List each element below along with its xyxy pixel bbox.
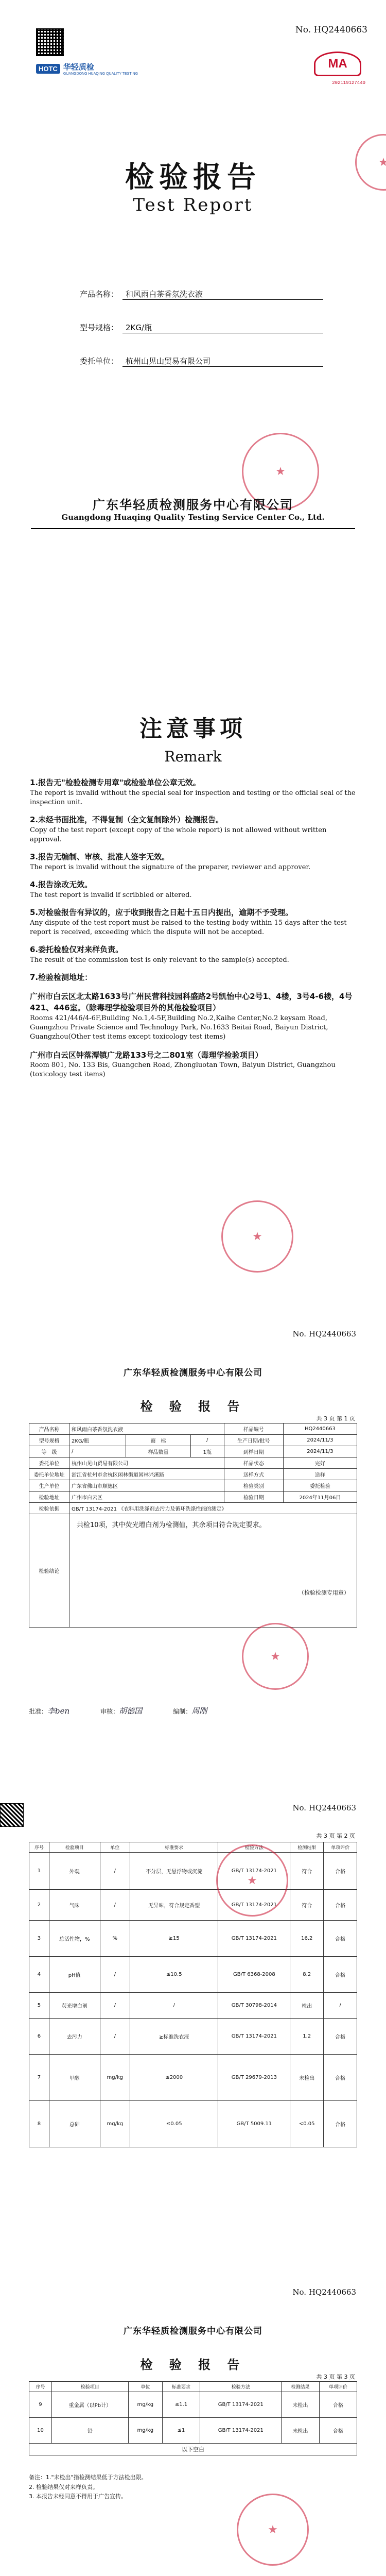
report-title-en: Test Report — [133, 195, 253, 215]
table-row: 型号规格 2KG/瓶 商 标 / 生产日期/批号 2024/11/3 — [29, 1435, 357, 1446]
remark-item: 7.检验检测地址： — [30, 973, 93, 982]
results-table — [29, 2381, 357, 2455]
lab-name: 广东华轻质检测服务中心有限公司 — [124, 1368, 262, 1378]
table-row: 生产单位 广东省佛山市顺德区 检验类别 委托检验 — [29, 1480, 357, 1492]
report-title-cn: 检验报告 — [125, 161, 261, 194]
table-row: 5 荧光增白剂 / / GB/T 30798-2014 检出 / — [29, 1993, 357, 2019]
lab-name: 广东华轻质检测服务中心有限公司 — [124, 2326, 262, 2336]
lab-name-en: Guangdong Huaqing Quality Testing Service Center Co., Ltd. — [61, 513, 325, 522]
cover-page — [0, 0, 386, 683]
remark-item: 4.报告涂改无效。 The test report is invalid if scribbled or altered. — [30, 880, 192, 899]
report-number: No. HQ2440663 — [292, 2287, 356, 2297]
report-number: No. HQ2440663 — [295, 25, 367, 35]
table-row: 等 级 / 样品数量 1瓶 到样日期 2024/11/3 — [29, 1446, 357, 1458]
official-seal-icon — [221, 1200, 293, 1273]
table-row: 4 pH值 / ≤10.5 GB/T 6368-2008 8.2 合格 — [29, 1957, 357, 1993]
field-model-spec: 型号规格： 2KG/瓶 — [77, 322, 323, 333]
remark-item: 1.报告无"检验检测专用章"或检验单位公章无效。 The report is invalid without the special seal for inspection and testing or the official seal of the inspection unit. — [30, 778, 356, 806]
signature-row: 批准：李ben 审核：胡德国 编制：周刚 — [29, 1706, 207, 1716]
table-row: 检验地址 广州市白云区 检验日期 2024年11月06日 — [29, 1492, 357, 1503]
table-row: 2 气味 / 无异味，符合规定香型 GB/T 13174-2021 符合 合格 — [29, 1890, 357, 1921]
field-product-name: 产品名称： 和风雨白茶香氛洗衣液 — [77, 289, 323, 300]
remark-title-cn: 注意事项 — [139, 716, 247, 742]
report-page-1 — [0, 1309, 386, 1772]
table-row: 委托单位地址 浙江省杭州市余杭区闲林街道闲林兴溪路 送样方式 送样 — [29, 1469, 357, 1480]
table-row: 3 总活性物，% % ≥15 GB/T 13174-2021 16.2 合格 — [29, 1921, 357, 1957]
address-item: 广州市白云区北太路1633号广州民营科技园科盛路2号凯怡中心2号1、4楼，3号4-6楼，4号421、446室。（除毒理学检验项目外的其他检验项目） Rooms 421/446/4-6F,Building No.1,4-5F,Building No.2,Kaihe Center,No.2 keysam Road, Guangzhou Private Science and Technology Park, No.1633 Beitai Road, Baiyun District, Guangzhou(Other test items except toxicology test items) — [30, 991, 353, 1041]
overview-table — [29, 1423, 357, 1628]
table-row: 8 总砷 mg/kg ≤0.05 GB/T 5009.11 <0.05 合格 — [29, 2101, 357, 2147]
page-indicator: 共 3 页 第 2 页 — [316, 1833, 355, 1839]
report-number: No. HQ2440663 — [292, 1803, 356, 1812]
lab-name-cn: 广东华轻质检测服务中心有限公司 — [93, 498, 293, 512]
official-seal-icon — [216, 1844, 288, 1917]
table-row: 1 外观 / 不分层，无悬浮物或沉淀 GB/T 13174-2021 符合 合格 — [29, 1853, 357, 1890]
table-row: 9 重金属（以Pb计） mg/kg ≤1.1 GB/T 13174-2021 未检出 合格 — [29, 2392, 357, 2418]
table-header-row: 序号 检验项目 单位 标准要求 检验方法 检测结果 单项评价 — [29, 1842, 357, 1853]
cma-code: 202119127440 — [332, 80, 365, 86]
qr-code-icon — [0, 1803, 24, 1827]
report-title: 检 验 报 告 — [140, 2358, 246, 2372]
table-row: 检验依据 GB/T 13174-2021 《衣料用洗涤剂去污力及循环洗涤性能的测定》 — [29, 1503, 357, 1514]
remark-page — [0, 685, 386, 1303]
table-row: 7 甲醇 mg/kg ≤2000 GB/T 29679-2013 未检出 合格 — [29, 2055, 357, 2101]
remark-item: 5.对检验报告有异议的，应于收到报告之日起十五日内提出，逾期不予受理。 Any dispute of the test report must be raised to the testing body within 15 days after the test report is received, exceeding which the dispute will not be accepted. — [30, 908, 347, 937]
notes: 备注：1."未检出"指检测结果低于方法检出限。 2. 检验结果仅对来样负责。 3. 本报告未经同意不得用于广告宣传。 — [29, 2474, 147, 2500]
brand-mark: HOTC — [36, 64, 60, 74]
report-number: No. HQ2440663 — [292, 1329, 356, 1338]
page-indicator: 共 3 页 第 3 页 — [316, 2374, 355, 2380]
table-row: 10 铅 mg/kg ≤1 GB/T 13174-2021 未检出 合格 — [29, 2418, 357, 2444]
report-page-2 — [0, 1783, 386, 2246]
remark-title-en: Remark — [164, 748, 222, 765]
remark-item: 2.未经书面批准，不得复制（全文复制除外）检测报告。 Copy of the test report (except copy of the whole report) is not allowed without written approval. — [30, 815, 327, 844]
official-seal-icon — [237, 2494, 309, 2566]
brand-sub: GUANGDONG HUAQING QUALITY TESTING — [63, 72, 138, 76]
table-row: 检验结论 共检10项，其中荧光增白剂为检测值，其余项目符合规定要求。 （检验检测专用章） — [29, 1514, 357, 1628]
qr-code-icon — [36, 28, 64, 56]
divider — [31, 528, 355, 529]
conclusion-cell: 共检10项，其中荧光增白剂为检测值，其余项目符合规定要求。 （检验检测专用章） — [69, 1514, 357, 1628]
report-title: 检 验 报 告 — [140, 1399, 246, 1414]
field-client: 委托单位： 杭州山见山贸易有限公司 — [77, 355, 323, 367]
table-row: 产品名称 和风雨白茶香氛洗衣液 样品编号 HQ2440663 — [29, 1423, 357, 1435]
page-indicator: 共 3 页 第 1 页 — [316, 1415, 355, 1422]
remark-item: 6.委托检验仅对来样负责。 The result of the commission test is only relevant to the sample(s) accepted. — [30, 945, 289, 964]
brand-logo — [36, 28, 138, 76]
table-row: 以下空白 — [29, 2444, 357, 2455]
table-row: 6 去污力 / ≥标准洗衣液 GB/T 13174-2021 1.2 合格 — [29, 2019, 357, 2055]
brand-name: 华轻质检 — [63, 62, 94, 72]
official-seal-icon — [242, 1623, 309, 1690]
remark-item: 3.报告无编制、审核、批准人签字无效。 The report is invalid without the signature of the preparer, reviewer and approver. — [30, 852, 311, 871]
address-item: 广州市白云区钟落潭镇广龙路133号之二801室（毒理学检验项目） Room 801, No. 133 Bis, Guangchen Road, Zhongluotan Town, Baiyun District, Guangzhou (toxicology test items) — [30, 1050, 336, 1079]
table-header-row: 序号 检验项目 单位 标准要求 检验方法 检测结果 单项评价 — [29, 2382, 357, 2392]
table-row: 委托单位 杭州山见山贸易有限公司 样品状态 完好 — [29, 1458, 357, 1469]
results-table — [29, 1842, 357, 2147]
cma-logo: MA — [314, 52, 361, 76]
report-page-3 — [0, 2267, 386, 2576]
